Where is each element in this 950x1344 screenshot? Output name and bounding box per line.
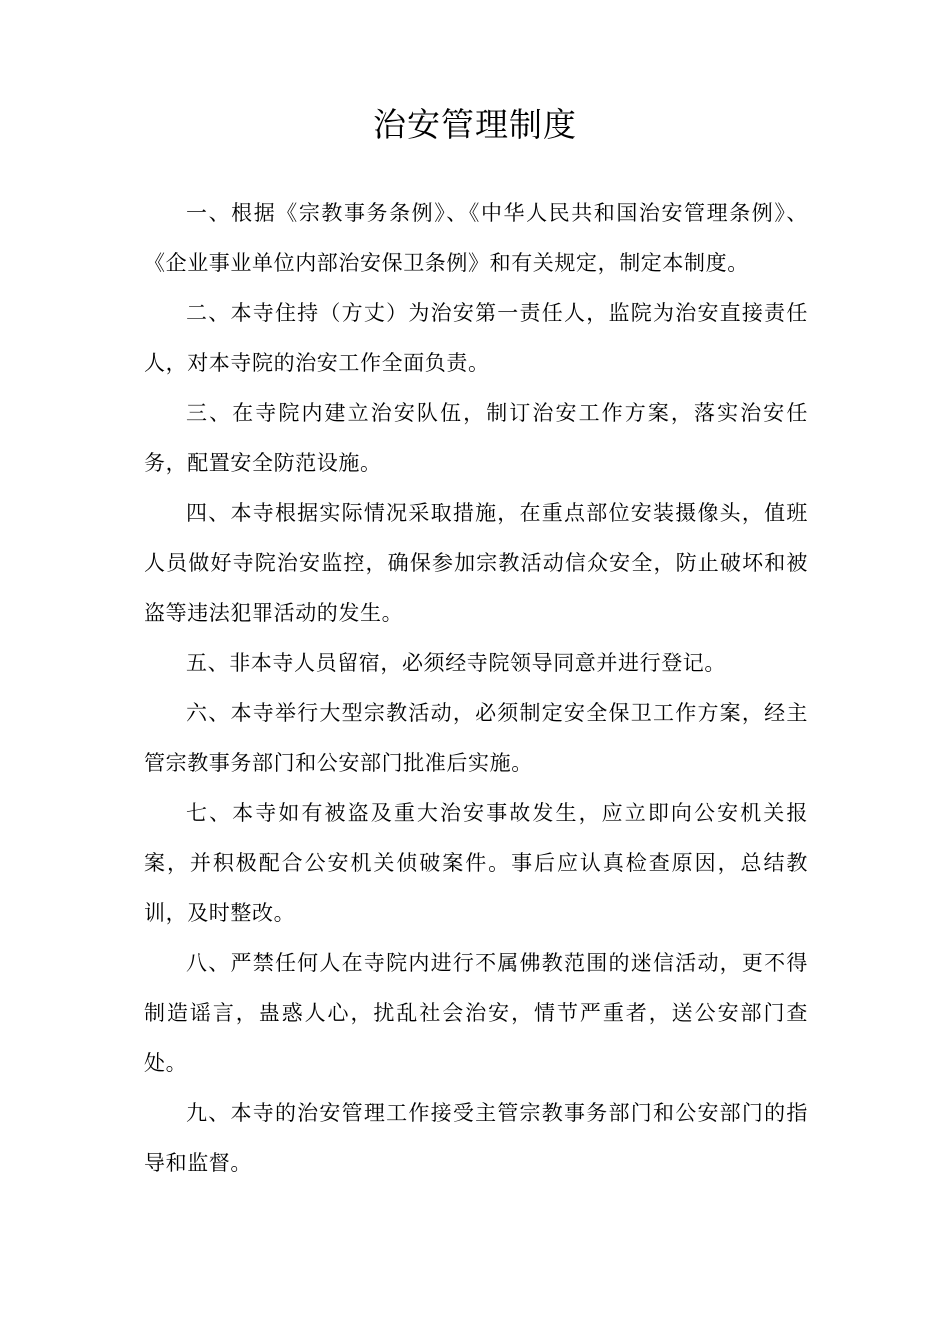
paragraph-8: 八、严禁任何人在寺院内进行不属佛教范围的迷信活动，更不得制造谣言，蛊惑人心，扰乱社会治安，情节严重者，送公安部门查处。 — [144, 951, 808, 1075]
paragraph-2: 二、本寺住持（方丈）为治安第一责任人，监院为治安直接责任人，对本寺院的治安工作全面负责。 — [144, 301, 808, 375]
paragraph-7: 七、本寺如有被盗及重大治安事故发生，应立即向公安机关报案，并积极配合公安机关侦破案件。事后应认真检查原因，总结教训，及时整改。 — [144, 801, 808, 925]
paragraph-3: 三、在寺院内建立治安队伍，制订治安工作方案，落实治安任务，配置安全防范设施。 — [144, 401, 808, 475]
document-title: 治安管理制度 — [373, 105, 577, 144]
paragraph-4: 四、本寺根据实际情况采取措施，在重点部位安装摄像头，值班人员做好寺院治安监控，确保参加宗教活动信众安全，防止破坏和被盗等违法犯罪活动的发生。 — [144, 501, 808, 625]
paragraph-9: 九、本寺的治安管理工作接受主管宗教事务部门和公安部门的指导和监督。 — [144, 1101, 808, 1175]
paragraph-6: 六、本寺举行大型宗教活动，必须制定安全保卫工作方案，经主管宗教事务部门和公安部门批准后实施。 — [144, 701, 808, 775]
document-body — [144, 188, 808, 1188]
paragraph-1: 一、根据《宗教事务条例》、《中华人民共和国治安管理条例》、《企业事业单位内部治安保卫条例》和有关规定，制定本制度。 — [144, 201, 808, 275]
paragraph-5: 五、非本寺人员留宿，必须经寺院领导同意并进行登记。 — [186, 651, 726, 675]
